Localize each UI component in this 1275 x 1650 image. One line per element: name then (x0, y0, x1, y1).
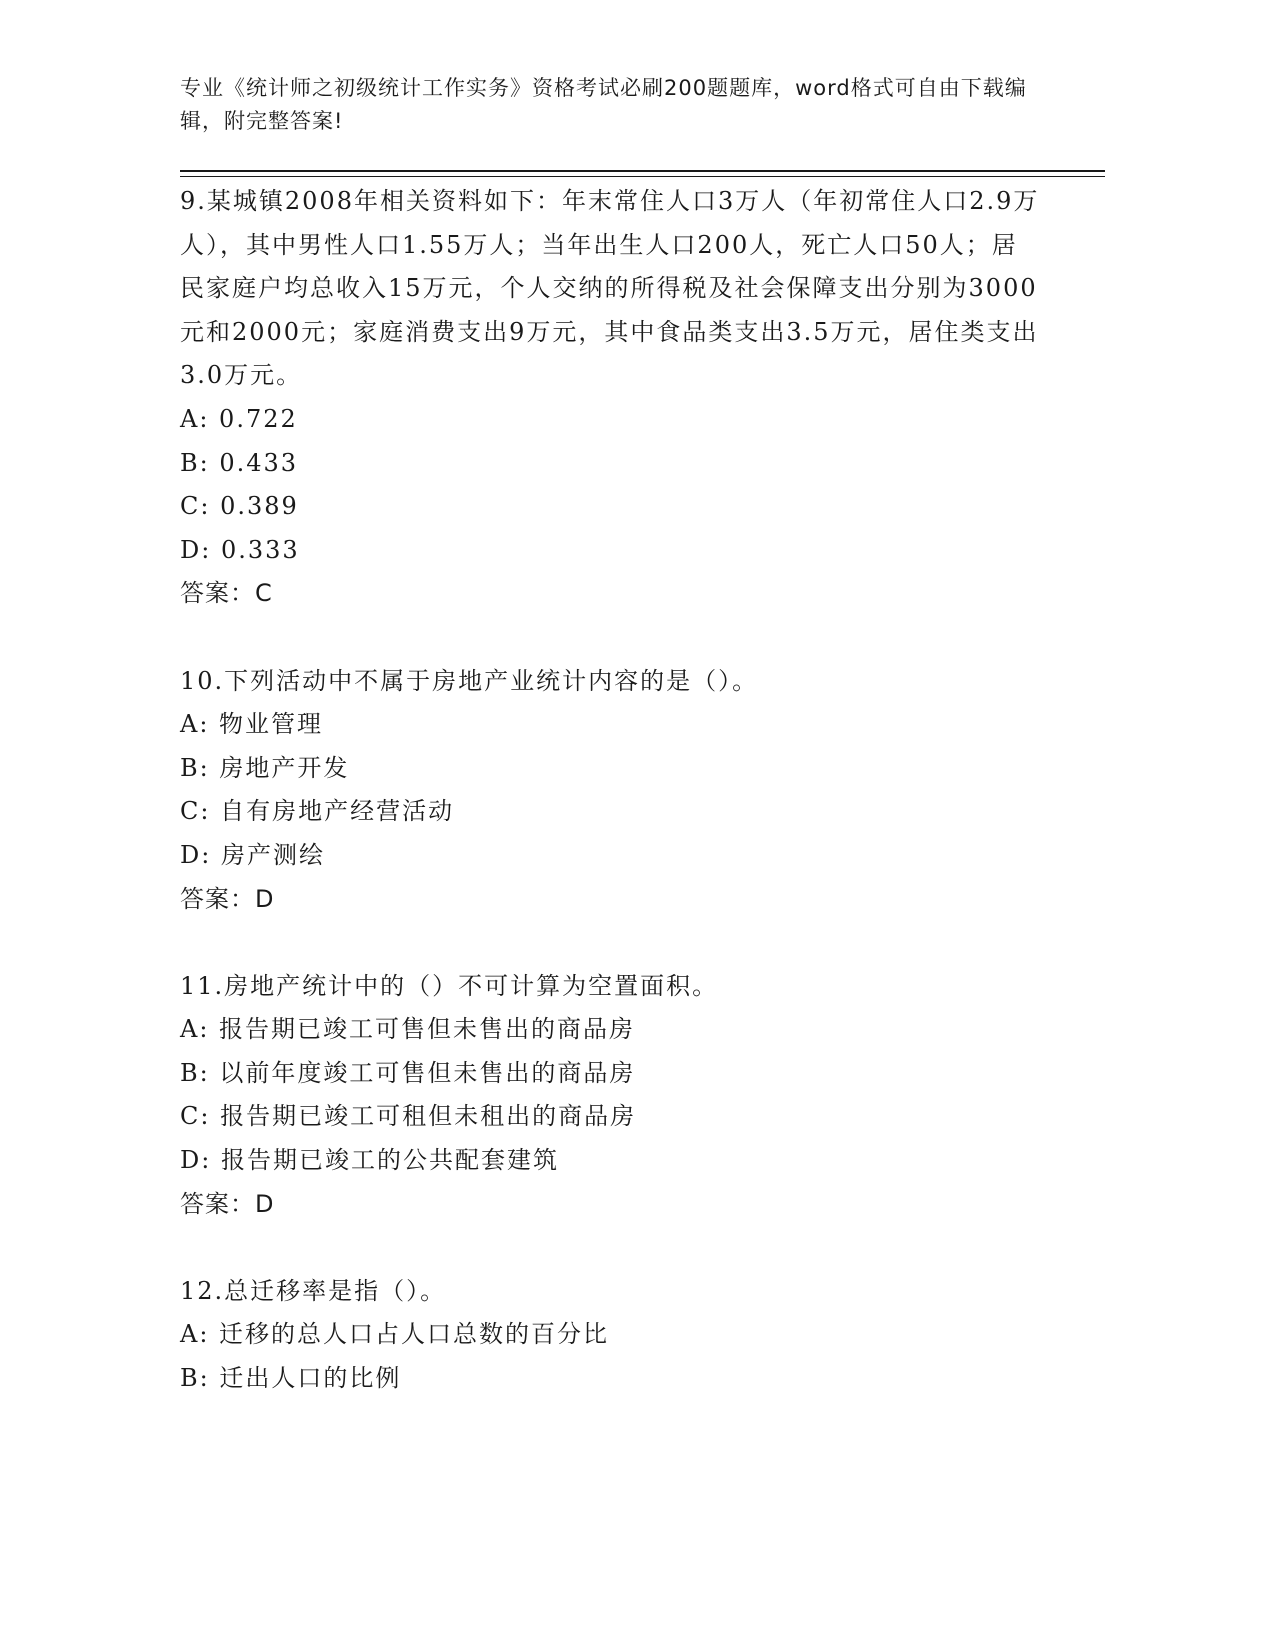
option-d: D: 房产测绘 (180, 840, 325, 869)
header-divider-thin (180, 176, 1105, 177)
answer: 答案：D (180, 1189, 275, 1218)
question-spacer (180, 616, 1040, 660)
option-d: D: 报告期已竣工的公共配套建筑 (180, 1146, 559, 1175)
option-a: A: 0.722 (180, 404, 298, 433)
answer: 答案：D (180, 884, 275, 913)
question-10 (180, 660, 1040, 922)
question-stem: 12.总迁移率是指（）。 (180, 1276, 447, 1305)
answer: 答案：C (180, 579, 273, 608)
question-stem: 9.某城镇2008年相关资料如下：年末常住人口3万人（年初常住人口2.9万人），其中男性人口1.55万人；当年出生人口200人，死亡人口50人；居民家庭户均总收入15万元，个人交纳的所得税及社会保障支出分别为3000元和2000元；家庭消费支出9万元，其中食品类支出3.5万元，居住类支出3.0万元。 (180, 187, 1040, 390)
option-c: C: 自有房地产经营活动 (180, 797, 455, 826)
option-c: C: 报告期已竣工可租但未租出的商品房 (180, 1102, 637, 1131)
option-c: C: 0.389 (180, 492, 299, 521)
question-stem: 11.房地产统计中的（）不可计算为空置面积。 (180, 971, 719, 1000)
header-divider (180, 170, 1105, 172)
document-header: 专业《统计师之初级统计工作实务》资格考试必刷200题题库，word格式可自由下载编辑，附完整答案! (180, 76, 1027, 133)
option-b: B: 以前年度竣工可售但未售出的商品房 (180, 1058, 636, 1087)
option-a: A: 迁移的总人口占人口总数的百分比 (180, 1320, 610, 1349)
option-d: D: 0.333 (180, 535, 300, 564)
question-12 (180, 1270, 1040, 1401)
question-11 (180, 965, 1040, 1227)
question-spacer (180, 921, 1040, 965)
question-list (180, 180, 1040, 1401)
option-b: B: 0.433 (180, 448, 299, 477)
option-a: A: 报告期已竣工可售但未售出的商品房 (180, 1015, 636, 1044)
question-9 (180, 180, 1040, 616)
question-stem: 10.下列活动中不属于房地产业统计内容的是（）。 (180, 666, 759, 695)
option-b: B: 迁出人口的比例 (180, 1364, 402, 1393)
option-a: A: 物业管理 (180, 710, 324, 739)
question-spacer (180, 1226, 1040, 1270)
option-b: B: 房地产开发 (180, 753, 350, 782)
